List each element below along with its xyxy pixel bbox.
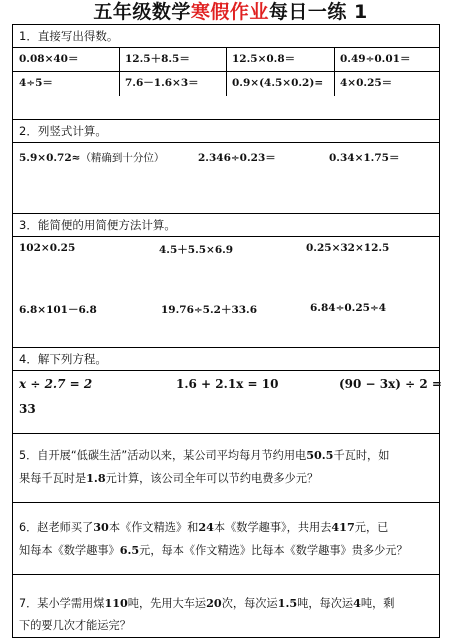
page-title xyxy=(0,0,461,24)
problem-text: 吨，剩 xyxy=(360,597,395,610)
vertical-calc-item xyxy=(19,150,164,165)
problem-number: 1.8 xyxy=(86,471,106,485)
worksheet xyxy=(12,24,440,638)
problem-text: 千瓦时，如 xyxy=(333,449,390,462)
section-7 xyxy=(13,574,439,639)
problem-number: 110 xyxy=(104,596,128,610)
grid-line xyxy=(119,48,120,96)
word-problem-7 xyxy=(19,592,433,637)
section-3 xyxy=(13,213,439,351)
problem-text: 次，每次运 xyxy=(221,597,278,610)
simplify-item: 102×0.25 xyxy=(19,242,76,254)
problem-text: 下的要几次才能运完？ xyxy=(19,619,131,632)
vertical-calc-expression: 5.9×0.72≈ xyxy=(19,152,81,164)
problem-text: 吨，先用大车运 xyxy=(127,597,207,610)
problem-text: 7．某小学需用煤 xyxy=(19,597,105,610)
title-prefix: 五年级数学 xyxy=(93,1,191,23)
grid-line xyxy=(334,48,335,96)
mental-math-cell: 12.5×0.8＝ xyxy=(232,53,296,65)
problem-text: 元，已 xyxy=(354,521,389,534)
problem-text: 6．赵老师买了 xyxy=(19,521,94,534)
grid-line xyxy=(226,48,227,96)
section-2-heading: 2．列竖式计算。 xyxy=(13,120,439,143)
problem-text: 5．自开展“低碳生活”活动以来，某公司平均每月节约用电 xyxy=(19,449,307,462)
section-4-heading: 4．解下列方程。 xyxy=(19,352,107,366)
word-problem-6 xyxy=(19,516,433,562)
section-6 xyxy=(13,502,439,574)
simplify-item: 6.8×101－6.8 xyxy=(19,304,97,316)
equation-item: (90 − 3x) ÷ 2 = xyxy=(339,377,442,391)
problem-text: 元计算，该公司全年可以节约电费多少元？ xyxy=(105,472,319,485)
mental-math-cell: 12.5＋8.5＝ xyxy=(125,53,190,65)
precision-note: （精确到十分位） xyxy=(80,152,165,164)
title-highlight: 寒假作业 xyxy=(190,1,269,23)
section-3-heading: 3．能简便的用简便方法计算。 xyxy=(13,214,439,237)
problem-number: 24 xyxy=(198,520,214,534)
problem-text: 本《作文精选》和 xyxy=(108,521,199,534)
equation-item: x ÷ 2.7 = 2 xyxy=(19,377,93,391)
problem-number: 4 xyxy=(353,596,361,610)
problem-text: 元，每本《作文精选》比每本《数学趣事》贵多少元？ xyxy=(139,544,408,557)
problem-text: 果每千瓦时是 xyxy=(19,472,87,485)
mental-math-grid xyxy=(13,48,439,96)
mental-math-cell: 4÷5＝ xyxy=(19,77,53,89)
vertical-calc-item: 2.346÷0.23＝ xyxy=(198,152,276,164)
problem-text: 吨，每次运 xyxy=(297,597,354,610)
equation-item: 1.6 + 2.1x = 10 xyxy=(176,377,279,391)
mental-math-cell: 4×0.25＝ xyxy=(340,77,393,89)
section-1 xyxy=(13,25,439,120)
mental-math-cell: 0.08×40＝ xyxy=(19,53,79,65)
mental-math-cell: 7.6－1.6×3＝ xyxy=(125,77,199,89)
problem-text: 知每本《数学趣事》 xyxy=(19,544,120,557)
mental-math-cell: 0.9×(4.5×0.2)= xyxy=(232,77,324,89)
title-suffix: 每日一练 1 xyxy=(268,1,368,23)
problem-text: 本《数学趣事》，共用去 xyxy=(213,521,332,534)
heading-underline xyxy=(13,370,439,371)
section-1-heading: 1．直接写出得数。 xyxy=(13,25,439,48)
simplify-item: 4.5＋5.5×6.9 xyxy=(159,244,234,256)
problem-number: 6.5 xyxy=(119,543,140,557)
section-5 xyxy=(13,433,439,503)
equation-item-continued: 33 xyxy=(19,402,36,416)
simplify-item: 0.25×32×12.5 xyxy=(306,242,390,254)
problem-number: 50.5 xyxy=(306,448,334,462)
word-problem-5 xyxy=(19,444,433,490)
simplify-item: 19.76÷5.2＋33.6 xyxy=(161,304,258,316)
problem-number: 417 xyxy=(331,520,355,534)
problem-number: 1.5 xyxy=(277,596,298,610)
vertical-calc-item: 0.34×1.75＝ xyxy=(329,152,400,164)
problem-number: 30 xyxy=(93,520,109,534)
mental-math-cell: 0.49÷0.01＝ xyxy=(340,53,411,65)
simplify-item: 6.84÷0.25÷4 xyxy=(310,302,387,314)
section-4 xyxy=(13,347,442,442)
problem-number: 20 xyxy=(206,596,222,610)
